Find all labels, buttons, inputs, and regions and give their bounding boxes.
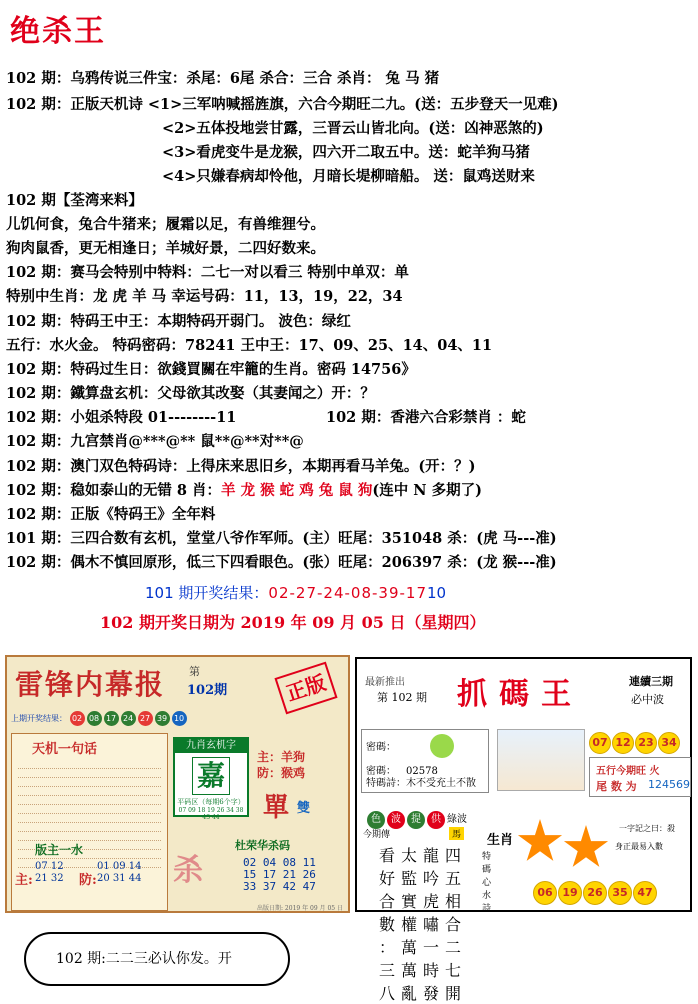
zhu-fang-zodiac: 主：羊狗 防：猴鸡 bbox=[257, 750, 306, 780]
yizi-label: 一字記之曰：殺 bbox=[619, 824, 675, 833]
ma-badge: 馬 bbox=[449, 827, 464, 840]
zhu-numbers: 07 12 21 32 bbox=[35, 861, 64, 884]
line-3: <2>五体投地尝甘露，三晋云山皆北向。(送：凶神恶煞的) bbox=[162, 120, 544, 137]
password-box: 密碼： 密碼： 特碼詩： 02578 木不受充土不散 bbox=[361, 729, 489, 793]
leifeng-footer: 出版日期: 2019 年 09 月 05 日 bbox=[257, 905, 344, 912]
poem-col-2: 太監實權萬萬亂 bbox=[401, 846, 418, 1003]
draw-date: 102 期开奖日期为 2019 年 09 月 05 日（星期四） bbox=[100, 613, 486, 632]
dan-char: 單 bbox=[263, 793, 290, 823]
bi-label: 必中波 bbox=[631, 693, 664, 706]
page-title: 绝杀王 bbox=[10, 14, 106, 49]
zhu-label: 主: bbox=[15, 873, 33, 888]
line-11: 102 期：特码王中王：本期特码开弱门。 波色：绿红 bbox=[6, 313, 351, 330]
shuang-char: 雙 bbox=[297, 801, 311, 816]
zmw-issue: 第 102 期 bbox=[377, 691, 427, 704]
result-special: 10 bbox=[427, 584, 447, 602]
color-bar: 色 波 提 供 綠波 bbox=[367, 807, 469, 829]
line-20: 101 期：三四合数有玄机，堂堂八爷作军师。(主）旺尾：351048 杀：(虎 马---准) bbox=[6, 530, 557, 547]
last-result: 101 期开奖结果：02-27-24-08-39-1710 bbox=[145, 584, 447, 602]
line-4: <3>看虎变牛是龙猴，四六开二取五中。送：蛇羊狗马猪 bbox=[162, 144, 530, 161]
leifeng-last-result: 上期开奖结果： 02 08 17 24 27 39 10 bbox=[11, 711, 189, 726]
eight-zodiac: 羊 龙 猴 蛇 鸡 兔 鼠 狗 bbox=[221, 482, 373, 499]
leifeng-issue-prefix: 第 bbox=[189, 665, 200, 678]
line-15-hk: 102 期：香港六合彩禁肖 ：蛇 bbox=[326, 409, 526, 426]
ren-label: 身正最易入數 bbox=[615, 842, 663, 851]
sha-char: 杀 bbox=[173, 853, 203, 888]
line-2: 102 期：正版天机诗 <1>三军呐喊摇旌旗，六合今期旺二九。(送：五步登天一见难) bbox=[6, 96, 559, 113]
zmw-title: 抓碼王 bbox=[457, 677, 583, 712]
jiuxiao-char: 嘉 bbox=[192, 757, 230, 795]
jin-label: 今期傳 bbox=[363, 830, 391, 840]
line-19: 102 期：正版《特码王》全年料 bbox=[6, 506, 216, 523]
wuxing-box: 五行今期旺 火 尾 数 为 124569 bbox=[589, 757, 691, 797]
cloud-text: 102 期:二二三必认你发。开 bbox=[56, 951, 232, 967]
line-17: 102 期：澳门双色特码诗：上得床来思旧乡，本期再看马羊兔。(开：？) bbox=[6, 458, 476, 475]
line-14: 102 期：鐵算盘玄机：父母欲其改娶（其妻闻之）开：？ bbox=[6, 385, 375, 402]
lian-label: 連續三期 bbox=[629, 675, 673, 688]
line-7: 儿饥何食，兔合牛猪来；履霜以足，有兽维狸兮。 bbox=[6, 216, 325, 233]
painting-image bbox=[497, 729, 585, 791]
line-8: 狗肉鼠香，更无相逢日；羊城好景，二四好数来。 bbox=[6, 240, 325, 257]
burst-icon bbox=[517, 819, 563, 865]
leifeng-newspaper-image bbox=[5, 655, 350, 913]
genuine-stamp: 正版 bbox=[274, 662, 337, 715]
tianji-title: 天机一句话 bbox=[32, 742, 98, 757]
poem-label: 特碼心水詩 bbox=[481, 852, 491, 914]
line-18: 102 期：稳如泰山的无错 8 肖：羊 龙 猴 蛇 鸡 兔 鼠 狗(连中 N 多期了) bbox=[6, 482, 482, 499]
line-9: 102 期：赛马会特别中特料：二七一对以看三 特别中单双：单 bbox=[6, 264, 409, 281]
leifeng-title: 雷锋内幕报 bbox=[15, 668, 166, 701]
shengxiao-label: 生肖 bbox=[487, 833, 514, 848]
line-6: 102 期【荃湾来料】 bbox=[6, 192, 143, 209]
tiger-burst-icon bbox=[563, 825, 609, 871]
zmw-bottom-numbers: 06 19 26 35 47 bbox=[533, 881, 658, 905]
poem-col-4: 四五相合二七開 bbox=[445, 846, 462, 1003]
line-16: 102 期：九宫禁肖@***@** 鼠**@**对**@ bbox=[6, 433, 304, 450]
line-13: 102 期：特码过生日：欲錢買關在牢籠的生肖。密码 14756》 bbox=[6, 361, 416, 378]
fang-numbers: 01 09 14 20 31 44 bbox=[97, 861, 142, 884]
line-21: 102 期：偶木不慎回原形，低三下四看眼色。(张）旺尾：206397 杀：(龙 猴---准) bbox=[6, 554, 557, 571]
zhuamawang-image bbox=[355, 657, 692, 1003]
new-label: 最新推出 bbox=[365, 677, 405, 688]
banzhu-label: 版主一水 bbox=[35, 843, 84, 857]
result-numbers: 02-27-24-08-39-17 bbox=[268, 584, 427, 602]
cartoon-icon bbox=[430, 734, 454, 758]
du-sha-numbers: 02 04 08 11 15 17 21 26 33 37 42 47 bbox=[243, 856, 316, 893]
line-1: 102 期：乌鸦传说三件宝：杀尾：6尾 杀合：三合 杀肖： 兔 马 猪 bbox=[6, 70, 440, 87]
du-sha-title: 杜荣华杀码 bbox=[235, 839, 290, 852]
line-15: 102 期：小姐杀特段 01--------11 bbox=[6, 409, 237, 426]
jiuxiao-box: 九肖玄机字 嘉 平码区（每期6个字） 07 09 18 19 26 34 38 43 44 bbox=[173, 737, 249, 817]
zmw-top-numbers: 07 12 23 34 bbox=[589, 731, 681, 754]
poem-col-1: 看好合數：三八 bbox=[379, 846, 396, 1003]
line-12: 五行：水火金。 特码密码：78241 王中王：17、09、25、14、04、11 bbox=[6, 337, 493, 354]
line-5: <4>只嫌春病却怜他，月暗长堤柳暗船。 送：鼠鸡送财来 bbox=[162, 168, 535, 185]
fang-label: 防: bbox=[79, 873, 97, 888]
leifeng-issue: 102期 bbox=[187, 683, 228, 698]
poem-col-3: 龍吟虎嘯一時發 bbox=[423, 846, 440, 1003]
line-10: 特别中生肖：龙 虎 羊 马 幸运号码：11，13，19，22，34 bbox=[6, 288, 403, 305]
